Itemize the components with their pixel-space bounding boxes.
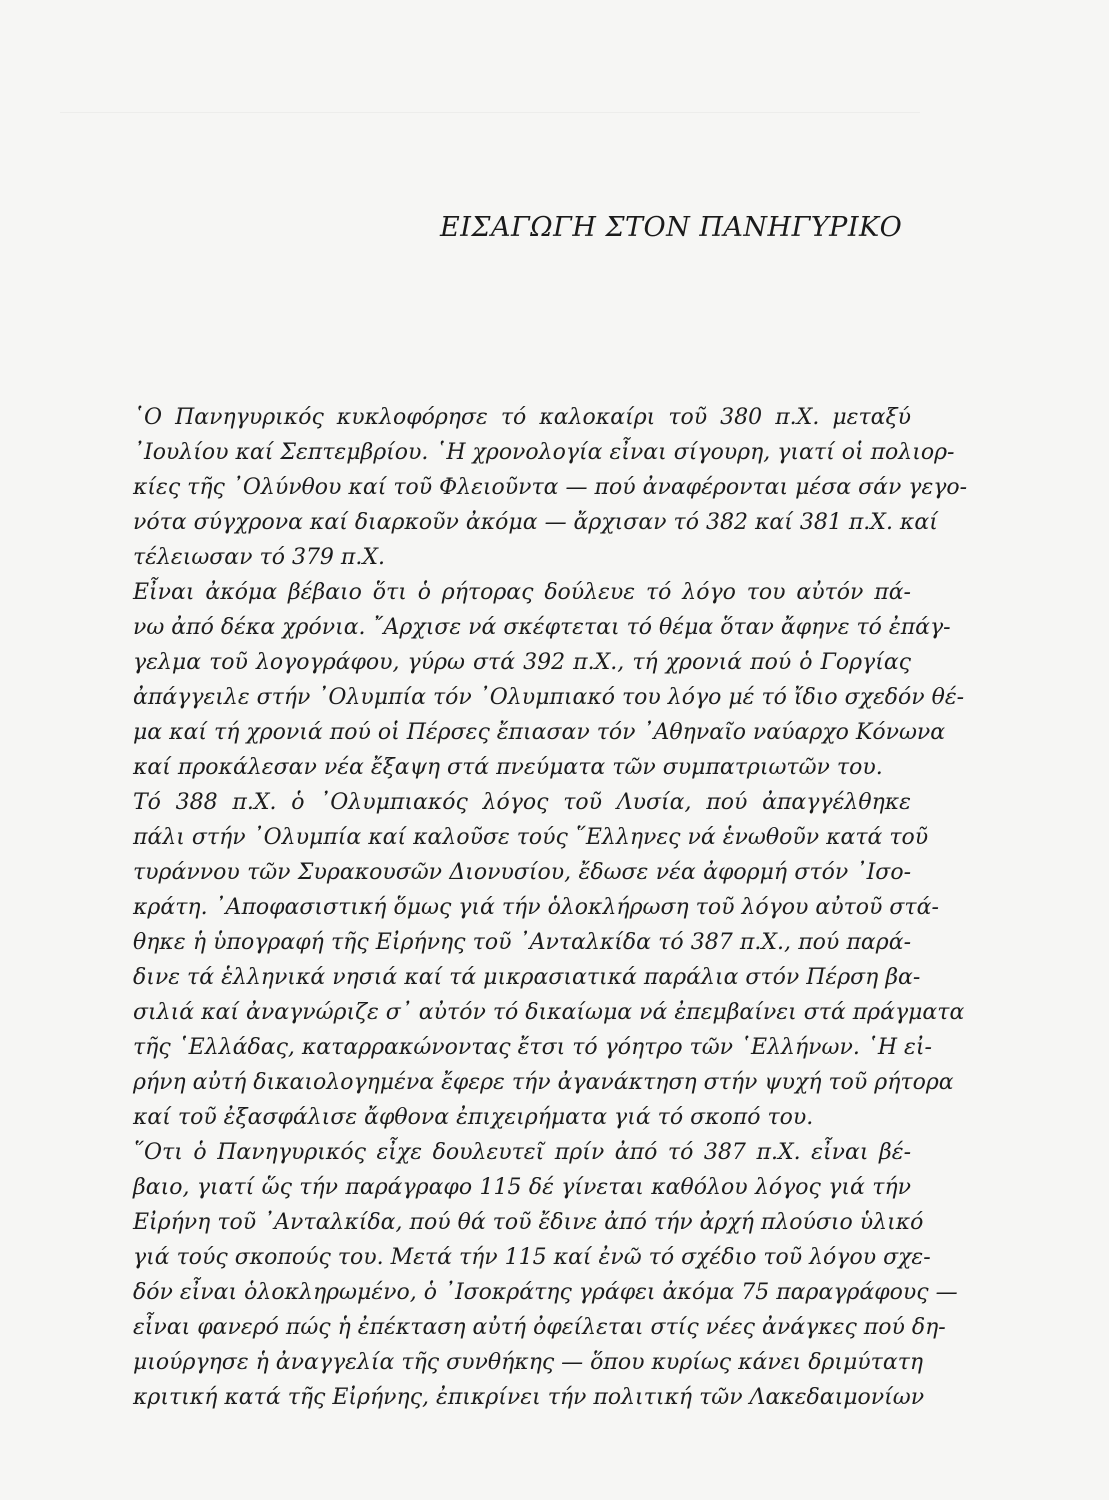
text-line: κράτη. ᾽Αποφασιστική ὅμως γιά τήν ὁλοκλήρωση τοῦ λόγου αὐτοῦ στά- bbox=[133, 895, 939, 920]
text-line: ρήνη αὐτή δικαιολογημένα ἔφερε τήν ἀγανάκτηση στήν ψυχή τοῦ ρήτορα bbox=[133, 1070, 954, 1095]
text-line: νότα σύγχρονα καί διαρκοῦν ἀκόμα — ἄρχισαν τό 382 καί 381 π.Χ. καί bbox=[133, 510, 938, 535]
text-line: καί τοῦ ἐξασφάλισε ἄφθονα ἐπιχειρήματα γιά τό σκοπό του. bbox=[133, 1105, 814, 1130]
text-line: μα καί τή χρονιά πού οἱ Πέρσες ἔπιασαν τόν ᾽Αθηναῖο ναύαρχο Κόνωνα bbox=[133, 720, 946, 745]
text-line: νω ἀπό δέκα χρόνια. ῎Αρχισε νά σκέφτεται τό θέμα ὅταν ἄφηνε τό ἐπάγ- bbox=[133, 615, 951, 640]
text-line: κίες τῆς ᾽Ολύνθου καί τοῦ Φλειοῦντα — πού ἀναφέρονται μέσα σάν γεγο- bbox=[133, 475, 968, 500]
text-line: ῾Ο Πανηγυρικός κυκλοφόρησε τό καλοκαίρι τοῦ 380 π.Χ. μεταξύ bbox=[133, 405, 911, 430]
text-line: καί προκάλεσαν νέα ἔξαψη στά πνεύματα τῶν συμπατριωτῶν του. bbox=[133, 755, 883, 780]
text-line: δινε τά ἑλληνικά νησιά καί τά μικρασιατικά παράλια στόν Πέρση βα- bbox=[133, 965, 921, 990]
text-line: Τό 388 π.Χ. ὁ ᾽Ολυμπιακός λόγος τοῦ Λυσία, πού ἀπαγγέλθηκε bbox=[133, 790, 911, 815]
body-text bbox=[133, 400, 968, 1415]
text-line: τῆς ῾Ελλάδας, καταρρακώνοντας ἔτσι τό γόητρο τῶν ῾Ελλήνων. ῾Η εἰ- bbox=[133, 1035, 932, 1060]
text-line: κριτική κατά τῆς Εἰρήνης, ἐπικρίνει τήν πολιτική τῶν Λακεδαιμονίων bbox=[133, 1385, 925, 1410]
text-line: βαιο, γιατί ὥς τήν παράγραφο 115 δέ γίνεται καθόλου λόγος γιά τήν bbox=[133, 1175, 911, 1200]
text-line: γιά τούς σκοπούς του. Μετά τήν 115 καί ἐνῶ τό σχέδιο τοῦ λόγου σχε- bbox=[133, 1245, 931, 1270]
chapter-title: ΕΙΣΑΓΩΓΗ ΣΤΟΝ ΠΑΝΗΓΥΡΙΚΟ bbox=[440, 212, 903, 243]
text-line: Εἰρήνη τοῦ ᾽Ανταλκίδα, πού θά τοῦ ἔδινε ἀπό τήν ἀρχή πλούσιο ὑλικό bbox=[133, 1210, 924, 1235]
text-line: ἀπάγγειλε στήν ᾽Ολυμπία τόν ᾽Ολυμπιακό του λόγο μέ τό ἴδιο σχεδόν θέ- bbox=[133, 685, 965, 710]
text-line: σιλιά καί ἀναγνώριζε σ᾽ αὐτόν τό δικαίωμα νά ἐπεμβαίνει στά πράγματα bbox=[133, 1000, 965, 1025]
text-line: τέλειωσαν τό 379 π.Χ. bbox=[133, 545, 386, 570]
text-line: ῞Οτι ὁ Πανηγυρικός εἶχε δουλευτεῖ πρίν ἀπό τό 387 π.Χ. εἶναι βέ- bbox=[133, 1140, 911, 1165]
text-line: Εἶναι ἀκόμα βέβαιο ὅτι ὁ ρήτορας δούλευε τό λόγο του αὐτόν πά- bbox=[133, 580, 911, 605]
text-line: τυράννου τῶν Συρακουσῶν Διονυσίου, ἔδωσε νέα ἀφορμή στόν ᾽Ισο- bbox=[133, 860, 911, 885]
text-line: γελμα τοῦ λογογράφου, γύρω στά 392 π.Χ., τή χρονιά πού ὁ Γοργίας bbox=[133, 650, 911, 675]
text-line: πάλι στήν ᾽Ολυμπία καί καλοῦσε τούς ῞Ελληνες νά ἑνωθοῦν κατά τοῦ bbox=[133, 825, 929, 850]
text-line: δόν εἶναι ὁλοκληρωμένο, ὁ ᾽Ισοκράτης γράφει ἀκόμα 75 παραγράφους — bbox=[133, 1280, 958, 1305]
bleed-through-header-rule bbox=[60, 86, 920, 113]
text-line: ᾽Ιουλίου καί Σεπτεμβρίου. ῾Η χρονολογία εἶναι σίγουρη, γιατί οἱ πολιορ- bbox=[133, 440, 955, 465]
text-line: εἶναι φανερό πώς ἡ ἐπέκταση αὐτή ὀφείλεται στίς νέες ἀνάγκες πού δη- bbox=[133, 1315, 946, 1340]
text-line: θηκε ἡ ὑπογραφή τῆς Εἰρήνης τοῦ ᾽Ανταλκίδα τό 387 π.Χ., πού παρά- bbox=[133, 930, 911, 955]
text-line: μιούργησε ἡ ἀναγγελία τῆς συνθήκης — ὅπου κυρίως κάνει δριμύτατη bbox=[133, 1350, 924, 1375]
